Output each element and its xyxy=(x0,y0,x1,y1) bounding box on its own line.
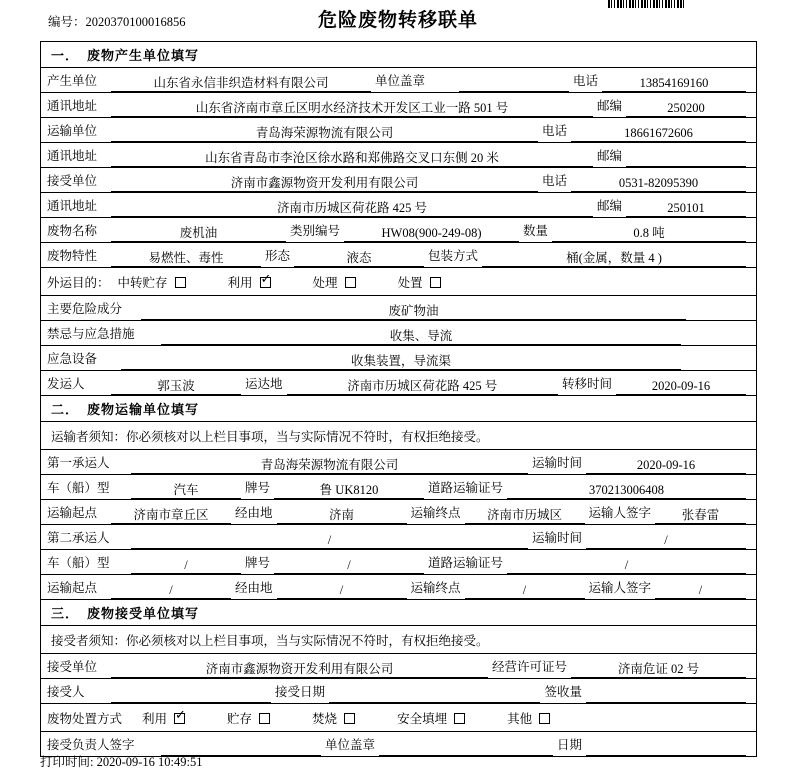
transporter-phone-label: 电话 xyxy=(541,124,567,138)
row-receiver-address xyxy=(41,193,757,218)
receiver-label: 接受单位 xyxy=(47,174,98,188)
receiver-zip-value[interactable]: 250101 xyxy=(626,200,746,217)
checkbox-disposal-incinerate-icon[interactable] xyxy=(344,713,355,724)
transfer-time-label: 转移时间 xyxy=(561,377,612,391)
row-main-hazard xyxy=(41,296,757,321)
row-waste-name xyxy=(41,218,757,243)
receive-person-label: 接受人 xyxy=(47,685,85,699)
transporter-value[interactable]: 青岛海荣源物流有限公司 xyxy=(111,125,538,142)
checkbox-disposal-landfill-icon[interactable] xyxy=(454,713,465,724)
row-receive-notice xyxy=(41,626,757,654)
receiver-unit-value[interactable]: 济南市鑫源物资开发利用有限公司 xyxy=(111,661,488,678)
receiver-address-label: 通讯地址 xyxy=(47,199,98,213)
row-vehicle2 xyxy=(41,550,757,575)
row-transport-notice xyxy=(41,422,757,450)
receiver-phone-value[interactable]: 0531-82095390 xyxy=(571,175,746,192)
carrier1-label: 第一承运人 xyxy=(47,456,110,470)
print-time: 打印时间: 2020-09-16 10:49:51 xyxy=(40,755,203,769)
zip-value[interactable]: 250200 xyxy=(626,100,746,117)
taboo-value[interactable]: 收集、导流 xyxy=(161,328,681,345)
purpose-option-transit-label: 中转贮存 xyxy=(117,275,168,290)
row-equipment xyxy=(41,346,757,371)
plate2-label: 牌号 xyxy=(245,556,271,570)
waste-name-value[interactable]: 废机油 xyxy=(111,225,286,242)
start1-label: 运输起点 xyxy=(47,506,98,520)
checkbox-dispose-icon[interactable] xyxy=(430,277,441,288)
disposal-option-utilize-label: 利用 xyxy=(142,711,168,726)
checkbox-disposal-utilize-icon[interactable] xyxy=(174,713,185,724)
vehicle2-label: 车（船）型 xyxy=(47,556,110,570)
category-label: 类别编号 xyxy=(290,224,341,238)
start1-value[interactable]: 济南市章丘区 xyxy=(111,507,231,524)
unit-seal-label: 单位盖章 xyxy=(325,738,376,752)
carrier1-time-label: 运输时间 xyxy=(531,456,582,470)
disposal-option-other[interactable] xyxy=(507,709,550,727)
section2-title: 废物运输单位填写 xyxy=(87,402,200,417)
section3-number: 三． xyxy=(51,606,80,621)
row-sender xyxy=(41,371,757,396)
category-value[interactable]: HW08(900-249-08) xyxy=(344,225,519,242)
purpose-option-treat-label: 处理 xyxy=(312,275,338,290)
checkbox-utilize-icon[interactable] xyxy=(260,277,271,288)
receiver-address-value[interactable]: 济南市历城区荷花路 425 号 xyxy=(111,200,593,217)
form-label: 形态 xyxy=(265,249,291,263)
document-number: 编号：2020370100016856 xyxy=(48,15,186,29)
row-receiver-unit xyxy=(41,654,757,679)
purpose-option-utilize[interactable] xyxy=(228,273,271,291)
disposal-label: 废物处置方式 xyxy=(47,711,123,726)
receiver-unit-label: 接受单位 xyxy=(47,660,98,674)
disposal-option-incinerate-label: 焚烧 xyxy=(312,711,338,726)
vehicle2-value[interactable]: / xyxy=(131,557,241,574)
received-qty-label: 签收量 xyxy=(544,685,582,699)
sender-label: 发运人 xyxy=(47,377,85,391)
page-title: 危险废物转移联单 xyxy=(317,10,478,31)
disposal-option-store-label: 贮存 xyxy=(227,711,253,726)
property-label: 废物特性 xyxy=(47,249,98,263)
plate1-value[interactable]: 鲁 UK8120 xyxy=(274,482,424,499)
address-label: 通讯地址 xyxy=(47,99,98,113)
sender-value[interactable]: 郭玉波 xyxy=(111,378,241,395)
row-transporter xyxy=(41,118,757,143)
destination-label: 运达地 xyxy=(245,377,283,391)
carrier1-value[interactable]: 青岛海荣源物流有限公司 xyxy=(131,457,528,474)
transporter-address-value[interactable]: 山东省青岛市李沧区徐水路和郑佛路交叉口东侧 20 米 xyxy=(111,150,593,167)
quantity-label: 数量 xyxy=(523,224,549,238)
row-receive-person xyxy=(41,679,757,704)
transporter-zip-value[interactable] xyxy=(626,150,746,167)
leader-sign-label: 接受负责人签字 xyxy=(47,738,135,752)
taboo-label: 禁忌与应急措施 xyxy=(47,327,135,341)
equipment-value[interactable]: 收集装置，导流渠 xyxy=(121,353,681,370)
start2-value[interactable]: / xyxy=(111,582,231,599)
transporter-zip-label: 邮编 xyxy=(596,149,622,163)
license2-label: 道路运输证号 xyxy=(428,556,504,570)
disposal-option-incinerate[interactable] xyxy=(312,709,355,727)
row-carrier1 xyxy=(41,450,757,475)
via2-label: 经由地 xyxy=(235,581,273,595)
plate2-value[interactable]: / xyxy=(274,557,424,574)
section3-title: 废物接受单位填写 xyxy=(87,606,200,621)
disposal-option-landfill-label: 安全填埋 xyxy=(397,711,448,726)
main-hazard-value[interactable]: 废矿物油 xyxy=(141,303,686,320)
permit-label: 经营许可证号 xyxy=(491,660,567,674)
sign1-value[interactable]: 张春雷 xyxy=(655,507,746,524)
package-value[interactable]: 桶(金属，数量 4 ) xyxy=(482,250,746,267)
section-header-receive xyxy=(41,600,757,626)
form-value[interactable]: 液态 xyxy=(294,250,424,267)
row-taboo xyxy=(41,321,757,346)
disposal-option-utilize[interactable] xyxy=(142,709,185,727)
plate1-label: 牌号 xyxy=(245,481,271,495)
end2-label: 运输终点 xyxy=(410,581,461,595)
carrier1-time-value[interactable]: 2020-09-16 xyxy=(586,457,746,474)
document-header xyxy=(0,0,796,34)
row-producer-address xyxy=(41,93,757,118)
destination-value[interactable]: 济南市历城区荷花路 425 号 xyxy=(287,378,558,395)
row-waste-property xyxy=(41,243,757,268)
zip-label: 邮编 xyxy=(596,99,622,113)
date-label: 日期 xyxy=(556,738,582,752)
vehicle1-label: 车（船）型 xyxy=(47,481,110,495)
package-label: 包装方式 xyxy=(428,249,479,263)
permit-value[interactable]: 济南危证 02 号 xyxy=(571,661,746,678)
section-header-transport xyxy=(41,396,757,422)
unit-seal-value[interactable] xyxy=(379,739,553,756)
via2-value[interactable]: / xyxy=(277,582,407,599)
license1-value[interactable]: 370213006408 xyxy=(507,482,746,499)
main-hazard-label: 主要危险成分 xyxy=(47,302,123,316)
end2-value[interactable]: / xyxy=(465,582,585,599)
purpose-option-treat[interactable] xyxy=(313,273,356,291)
address-value[interactable]: 山东省济南市章丘区明水经济技术开发区工业一路 501 号 xyxy=(111,100,593,117)
license2-value[interactable]: / xyxy=(507,557,746,574)
receive-person-value[interactable] xyxy=(111,686,271,703)
via1-value[interactable]: 济南 xyxy=(277,507,407,524)
date-value[interactable] xyxy=(586,739,746,756)
license1-label: 道路运输证号 xyxy=(428,481,504,495)
disposal-option-store[interactable] xyxy=(227,709,270,727)
seal-label: 单位盖章 xyxy=(375,74,426,88)
carrier2-time-label: 运输时间 xyxy=(531,531,582,545)
via1-label: 经由地 xyxy=(235,506,273,520)
row-producer xyxy=(41,68,757,93)
receiver-zip-label: 邮编 xyxy=(596,199,622,213)
row-disposal-method xyxy=(41,704,757,732)
purpose-option-utilize-label: 利用 xyxy=(227,275,253,290)
receive-date-label: 接受日期 xyxy=(275,685,326,699)
transfer-time-value[interactable]: 2020-09-16 xyxy=(616,378,746,395)
carrier2-value[interactable]: / xyxy=(131,532,528,549)
row-carrier2 xyxy=(41,525,757,550)
row-purpose xyxy=(41,268,757,296)
carrier2-time-value[interactable]: / xyxy=(586,532,746,549)
transporter-label: 运输单位 xyxy=(47,124,98,138)
section-header-producer xyxy=(41,42,757,68)
transfer-manifest-table xyxy=(40,41,757,757)
sign2-label: 运输人签字 xyxy=(588,581,652,595)
end1-value[interactable]: 济南市历城区 xyxy=(465,507,585,524)
producer-value[interactable]: 山东省永信非织造材料有限公司 xyxy=(111,75,371,92)
equipment-label: 应急设备 xyxy=(47,352,98,366)
checkbox-disposal-store-icon[interactable] xyxy=(259,713,270,724)
section-number: 一． xyxy=(51,48,80,63)
receive-notice-text: 接受者须知：你必须核对以上栏目事项，当与实际情况不符时，有权拒绝接受。 xyxy=(51,633,489,648)
row-transporter-address xyxy=(41,143,757,168)
row-route1 xyxy=(41,500,757,525)
row-vehicle1 xyxy=(41,475,757,500)
receive-date-value[interactable] xyxy=(329,686,540,703)
disposal-option-other-label: 其他 xyxy=(507,711,533,726)
purpose-option-transit[interactable] xyxy=(118,273,186,291)
section-title: 废物产生单位填写 xyxy=(87,48,200,63)
receiver-value[interactable]: 济南市鑫源物资开发利用有限公司 xyxy=(111,175,538,192)
section2-number: 二． xyxy=(51,402,80,417)
waste-name-label: 废物名称 xyxy=(47,224,98,238)
checkbox-disposal-other-icon[interactable] xyxy=(539,713,550,724)
purpose-option-dispose-label: 处置 xyxy=(397,275,423,290)
producer-label: 产生单位 xyxy=(47,74,98,88)
transporter-address-label: 通讯地址 xyxy=(47,149,98,163)
receiver-phone-label: 电话 xyxy=(541,174,567,188)
phone-label: 电话 xyxy=(573,74,599,88)
checkbox-treat-icon[interactable] xyxy=(345,277,356,288)
purpose-label: 外运目的： xyxy=(47,275,110,290)
carrier2-label: 第二承运人 xyxy=(47,531,110,545)
property-value[interactable]: 易燃性、毒性 xyxy=(111,250,261,267)
start2-label: 运输起点 xyxy=(47,581,98,595)
vehicle1-value[interactable]: 汽车 xyxy=(131,482,241,499)
disposal-option-landfill[interactable] xyxy=(397,709,465,727)
sign1-label: 运输人签字 xyxy=(588,506,652,520)
row-receiver xyxy=(41,168,757,193)
end1-label: 运输终点 xyxy=(410,506,461,520)
sign2-value[interactable]: / xyxy=(655,582,746,599)
checkbox-transit-icon[interactable] xyxy=(175,277,186,288)
row-route2 xyxy=(41,575,757,600)
phone-value[interactable]: 13854169160 xyxy=(602,75,746,92)
purpose-option-dispose[interactable] xyxy=(398,273,441,291)
received-qty-value[interactable] xyxy=(586,686,746,703)
seal-value[interactable] xyxy=(459,75,569,92)
transporter-phone-value[interactable]: 18661672606 xyxy=(571,125,746,142)
transport-notice-text: 运输者须知：你必须核对以上栏目事项，当与实际情况不符时，有权拒绝接受。 xyxy=(51,429,489,444)
quantity-value[interactable]: 0.8 吨 xyxy=(552,225,746,242)
